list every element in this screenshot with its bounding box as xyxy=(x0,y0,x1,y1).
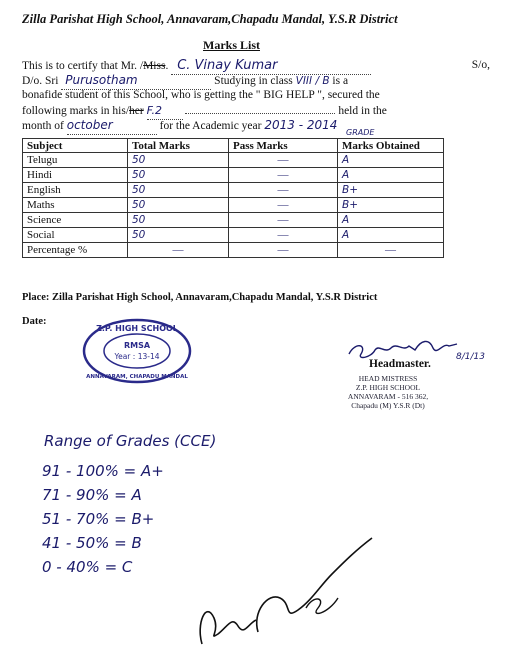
struck-text: Miss xyxy=(143,60,166,72)
pass-cell: — xyxy=(229,198,338,213)
place-line: Place: Zilla Parishat High School, Annavaram,Chapadu Mandal, Y.S.R District xyxy=(22,292,378,303)
cert-line-3 xyxy=(22,88,498,103)
stamp-line: HEAD MISTRESS xyxy=(358,374,418,383)
seal-graphic xyxy=(82,318,192,384)
table-row xyxy=(23,198,444,213)
subject-cell: Social xyxy=(23,228,128,243)
stamp-line: Z.P. HIGH SCHOOL xyxy=(355,383,421,392)
cert-line-1 xyxy=(22,58,498,73)
month-field xyxy=(67,118,157,135)
total-cell: 50 xyxy=(128,183,229,198)
father-name: Purusotham xyxy=(65,73,138,87)
subject-cell: Science xyxy=(23,213,128,228)
grade-cell: B+ xyxy=(338,183,444,198)
school-seal xyxy=(82,318,192,384)
table-row xyxy=(23,243,444,258)
total-cell: — xyxy=(128,243,229,258)
academic-year: 2013 - 2014 xyxy=(264,118,338,132)
grades-title: Range of Grades (CCE) xyxy=(44,432,217,450)
cert-text: D/o. Sri xyxy=(22,75,59,87)
col-header-pass: Pass Marks xyxy=(229,139,338,153)
teacher-signature xyxy=(188,528,388,648)
grade-cell: — xyxy=(338,243,444,258)
headmaster-date: 8/1/13 xyxy=(456,352,485,362)
dotted-line xyxy=(185,113,335,114)
exam-value: F.2 xyxy=(146,104,162,117)
table-header-row xyxy=(23,139,444,153)
class-value: VIII / B xyxy=(295,75,330,87)
seal-middle-text: RMSA xyxy=(123,341,151,350)
stamp-line: Chapadu (M) Y.S.R (Dt) xyxy=(351,401,425,410)
date-label: Date: xyxy=(22,316,47,327)
headmaster-label: Headmaster. xyxy=(369,358,431,370)
head-mistress-stamp xyxy=(338,374,438,410)
col-header-subject: Subject xyxy=(23,139,128,153)
subject-cell: Maths xyxy=(23,198,128,213)
grade-cell: A xyxy=(338,153,444,168)
pass-cell: — xyxy=(229,168,338,183)
pass-cell: — xyxy=(229,153,338,168)
table-row xyxy=(23,213,444,228)
total-cell: 50 xyxy=(128,198,229,213)
grade-note: GRADE xyxy=(346,128,375,137)
seal-top-text: Z.P. HIGH SCHOOL xyxy=(96,324,178,333)
month-value: october xyxy=(66,118,113,132)
grade-cell: B+ xyxy=(338,198,444,213)
cert-text: is a xyxy=(332,75,349,87)
struck-text: her xyxy=(129,105,144,117)
seal-year-text: Year : 13-14 xyxy=(114,352,160,361)
stamp-line: ANNAVARAM - 516 362, xyxy=(347,392,429,401)
pass-cell: — xyxy=(229,183,338,198)
total-cell: 50 xyxy=(128,228,229,243)
certificate-text xyxy=(22,58,498,133)
cert-text: bonafide student of this School, who is getting the " BIG HELP ", secured the xyxy=(22,89,380,101)
subject-cell: Hindi xyxy=(23,168,128,183)
signature-graphic xyxy=(188,528,388,648)
student-name: C. Vinay Kumar xyxy=(177,58,278,73)
cert-line-5 xyxy=(22,118,498,133)
pass-cell: — xyxy=(229,243,338,258)
marks-table xyxy=(22,138,444,258)
cert-text: month of xyxy=(22,120,64,132)
document-title: Marks List xyxy=(203,38,260,52)
cert-line-2 xyxy=(22,73,498,88)
cert-text: S/o, xyxy=(471,59,490,71)
cert-text: for the Academic year xyxy=(159,120,262,132)
grade-range-row: 0 - 40% = C xyxy=(42,558,133,576)
table-row xyxy=(23,153,444,168)
pass-cell: — xyxy=(229,213,338,228)
cert-text: This is to certify that Mr. / xyxy=(22,60,144,72)
col-header-obtained: Marks Obtained xyxy=(338,139,444,153)
seal-bottom-text: ANNAVARAM, CHAPADU MANDAL xyxy=(86,374,188,380)
grade-cell: A xyxy=(338,213,444,228)
pass-cell: — xyxy=(229,228,338,243)
grade-cell: A xyxy=(338,168,444,183)
subject-cell: Percentage % xyxy=(23,243,128,258)
table-row xyxy=(23,168,444,183)
cert-text: held in the xyxy=(338,105,387,117)
subject-cell: Telugu xyxy=(23,153,128,168)
school-title: Zilla Parishat High School, Annavaram,Chapadu Mandal, Y.S.R District xyxy=(22,12,398,26)
table-row xyxy=(23,228,444,243)
grade-range-row: 51 - 70% = B+ xyxy=(42,510,155,528)
subject-cell: English xyxy=(23,183,128,198)
total-cell: 50 xyxy=(128,168,229,183)
cert-text: following marks in his/ xyxy=(22,105,130,117)
cert-text: Studying in class xyxy=(214,75,293,87)
total-cell: 50 xyxy=(128,153,229,168)
total-cell: 50 xyxy=(128,213,229,228)
table-row xyxy=(23,183,444,198)
grade-cell: A xyxy=(338,228,444,243)
cert-text: . xyxy=(165,60,169,72)
grade-range-row: 41 - 50% = B xyxy=(42,534,142,552)
cert-line-4 xyxy=(22,103,498,118)
col-header-total: Total Marks xyxy=(128,139,229,153)
grade-range-row: 91 - 100% = A+ xyxy=(42,462,164,480)
grade-range-row: 71 - 90% = A xyxy=(42,486,142,504)
